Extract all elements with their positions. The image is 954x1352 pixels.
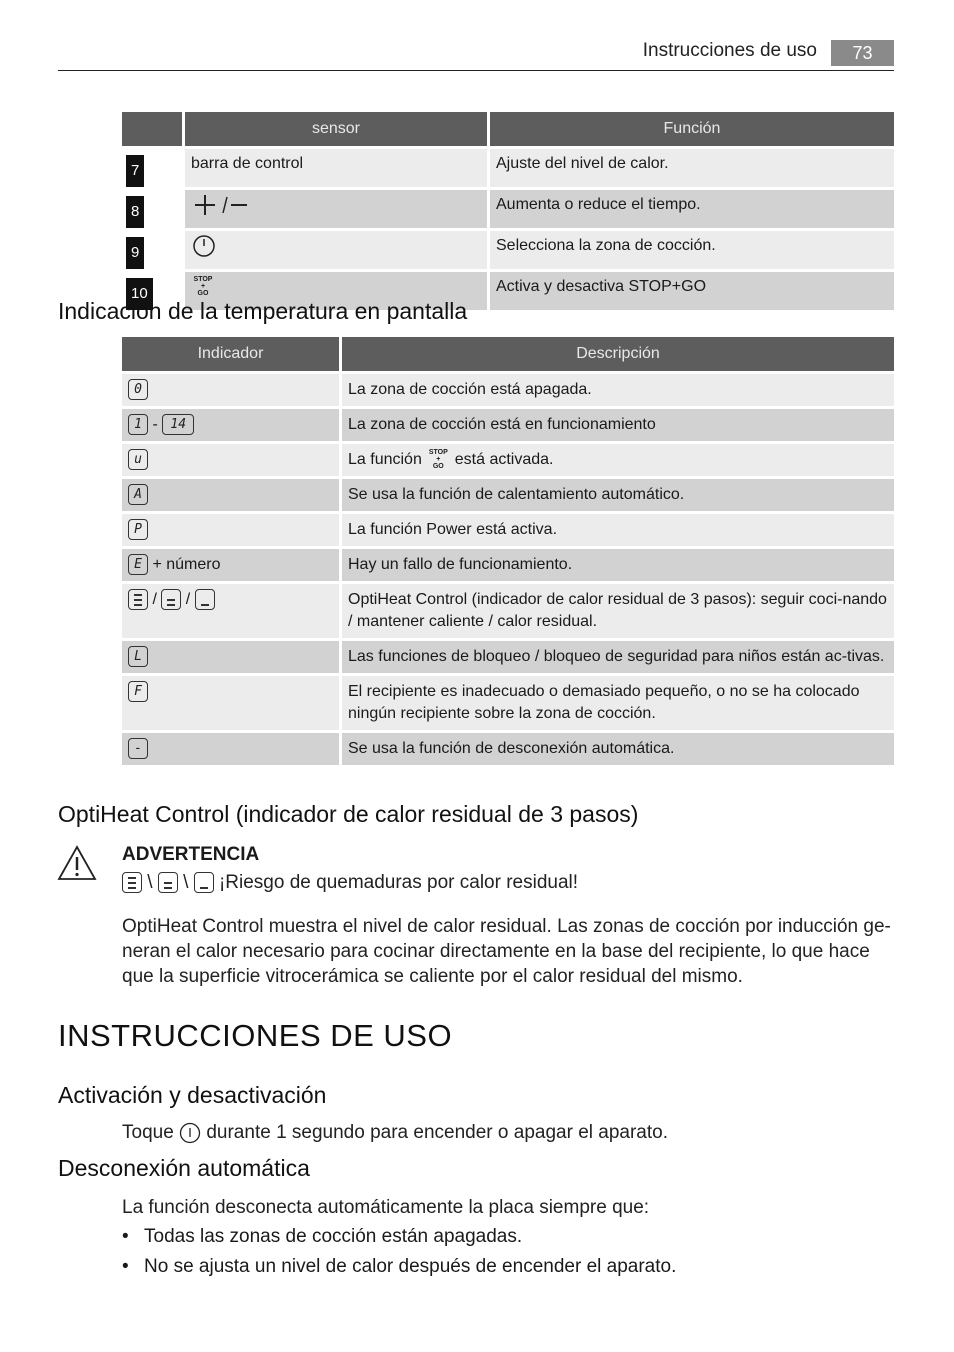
main-title: INSTRUCCIONES DE USO: [58, 1018, 453, 1053]
section-title-auto-off: Desconexión automática: [58, 1155, 310, 1181]
description-cell: La función Power está activa.: [342, 514, 894, 546]
warning-text: ¡Riesgo de quemaduras por calor residual!: [218, 872, 579, 893]
error-suffix: + número: [152, 556, 221, 573]
table-row: [122, 641, 894, 673]
three-bars-icon: [122, 872, 142, 893]
page-number: 73: [831, 40, 894, 66]
row-number: 10: [126, 278, 153, 310]
display-p-icon: P: [128, 519, 148, 540]
table-row: [122, 231, 894, 269]
function-cell: Selecciona la zona de cocción.: [490, 231, 894, 269]
row-number: 7: [126, 155, 144, 187]
two-bars-icon: [158, 872, 178, 893]
power-button-icon: [179, 1122, 201, 1144]
description-cell: El recipiente es inadecuado o demasiado pequeño, o no se ha colocado ningún recipiente sobre la zona de cocción.: [342, 676, 894, 730]
sensor-cell: [185, 190, 487, 228]
one-bar-icon: [195, 589, 215, 610]
row-number: 9: [126, 237, 144, 269]
display-a-icon: A: [128, 484, 148, 505]
table-row: [122, 374, 894, 406]
two-bars-icon: [161, 589, 181, 610]
function-cell: Ajuste del nivel de calor.: [490, 149, 894, 187]
row-number: 8: [126, 196, 144, 228]
display-0-icon: 0: [128, 379, 148, 400]
function-cell: Aumenta o reduce el tiempo.: [490, 190, 894, 228]
indicator-table: [119, 334, 897, 768]
sensor-table: [119, 109, 897, 313]
description-cell: La función STOP + GO está activada.: [342, 444, 894, 476]
plus-minus-icon: [191, 193, 251, 217]
description-cell: Se usa la función de desconexión automática.: [342, 733, 894, 765]
indicator-header: Indicador: [122, 337, 339, 371]
warning-title: ADVERTENCIA: [122, 844, 260, 865]
display-f-icon: F: [128, 681, 148, 702]
auto-off-intro: La función desconecta automáticamente la placa siempre que:: [122, 1197, 650, 1218]
activation-text: Toque durante 1 segundo para encender o apagar el aparato.: [122, 1122, 668, 1143]
description-cell: Se usa la función de calentamiento automático.: [342, 479, 894, 511]
description-header: Descripción: [342, 337, 894, 371]
table-row: [122, 444, 894, 476]
sensor-header-function: Función: [490, 112, 894, 146]
optiheat-paragraph: OptiHeat Control muestra el nivel de calor residual. Las zonas de cocción por inducción ge-neran el calor necesario para cocinar directamente en la base del recipiente, lo que hace que la superficie vitrocerámica se caliente por el calor residual del mismo.: [122, 916, 891, 987]
display-dash-icon: -: [128, 738, 148, 759]
sensor-header-sensor: sensor: [185, 112, 487, 146]
display-1-icon: 1: [128, 414, 148, 435]
table-row: / / OptiHeat Control (indicador de calor residual de 3 pasos): seguir coci-nando / mantener caliente / calor residual.: [122, 584, 894, 638]
sensor-header-blank: [122, 112, 182, 146]
function-cell: Activa y desactiva STOP+GO: [490, 272, 894, 310]
three-bars-icon: [128, 589, 148, 610]
table-row: [122, 149, 894, 187]
list-item: • Todas las zonas de cocción están apagadas.: [122, 1226, 523, 1247]
warning-triangle-icon: [57, 845, 97, 881]
table-row: [122, 676, 894, 730]
display-e-icon: E: [128, 554, 148, 575]
header-divider: [58, 70, 894, 71]
table-row: 1 - 14 La zona de cocción está en funcionamiento: [122, 409, 894, 441]
display-u-icon: u: [128, 449, 148, 470]
zone-select-icon: [191, 233, 217, 259]
table-row: [122, 514, 894, 546]
table-row: [122, 549, 894, 581]
sensor-cell: barra de control: [185, 149, 487, 187]
stop-go-icon: STOP + GO: [428, 449, 448, 471]
stop-go-icon: STOP + GO: [193, 276, 213, 298]
description-cell: La zona de cocción está en funcionamiento: [342, 409, 894, 441]
description-cell: Las funciones de bloqueo / bloqueo de seguridad para niños están ac-tivas.: [342, 641, 894, 673]
display-14-icon: 14: [162, 414, 194, 435]
warning-line: \ \ ¡Riesgo de quemaduras por calor residual!: [122, 870, 892, 895]
one-bar-icon: [194, 872, 214, 893]
sensor-cell: [185, 231, 487, 269]
description-cell: OptiHeat Control (indicador de calor residual de 3 pasos): seguir coci-nando / mantener caliente / calor residual.: [342, 584, 894, 638]
display-l-icon: L: [128, 646, 148, 667]
list-item: • No se ajusta un nivel de calor después de encender el aparato.: [122, 1256, 677, 1277]
section-title-temperature: Indicación de la temperatura en pantalla: [58, 298, 468, 324]
section-title-activation: Activación y desactivación: [58, 1082, 327, 1108]
description-cell: Hay un fallo de funcionamiento.: [342, 549, 894, 581]
section-title-optiheat: OptiHeat Control (indicador de calor residual de 3 pasos): [58, 801, 639, 827]
table-row: [122, 479, 894, 511]
description-cell: La zona de cocción está apagada.: [342, 374, 894, 406]
header-title: Instrucciones de uso: [642, 40, 817, 61]
table-row: [122, 733, 894, 765]
table-row: [122, 190, 894, 228]
